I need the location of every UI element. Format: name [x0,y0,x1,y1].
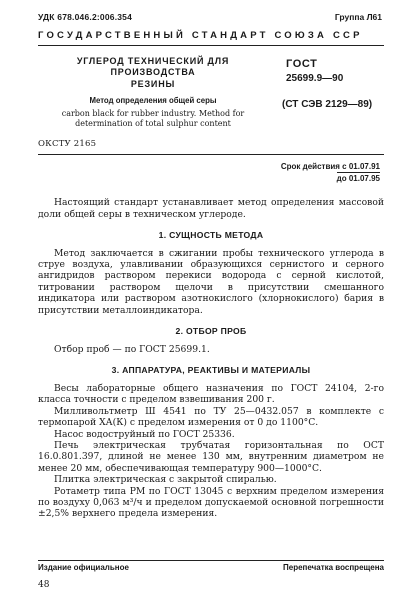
group-code: Группа Л61 [334,12,382,22]
section-3-paragraph-6: Ротаметр типа РМ по ГОСТ 13045 с верхним пределом измерения по воздуху 0,063 м³/ч и пределом допускаемой основной погрешности ±2,5% верхнего предела измерения. [38,485,384,520]
gost-number: 25699.9—90 [286,73,344,85]
section-2-heading: 2. ОТБОР ПРОБ [175,326,247,337]
section-3-heading: 3. АППАРАТУРА, РЕАКТИВЫ И МАТЕРИАЛЫ [111,365,311,376]
title-block [38,56,268,129]
section-2-text: Отбор проб — по ГОСТ 25699.1. [54,343,210,355]
title-line-1: УГЛЕРОД ТЕХНИЧЕСКИЙ ДЛЯ ПРОИЗВОДСТВА [76,55,230,78]
okstu-code: ОКСТУ 2165 [38,139,97,150]
standard-heading [38,56,384,129]
gost-label: ГОСТ [286,57,318,70]
title-english [38,109,268,128]
reprint-prohibited-note: Перепечатка воспрещена [283,563,384,572]
section-3-paragraph-1: Весы лабораторные общего назначения по ГОСТ 24104, 2-го класса точности с пределом взвешивания 200 г. [38,382,384,406]
validity-period [38,162,384,184]
method-subtitle: Метод определения общей серы [89,95,217,105]
sev-reference: (СТ СЭВ 2129—89) [282,98,373,110]
page-footer [38,560,384,573]
standard-number-block [268,56,384,129]
intro-paragraph: Настоящий стандарт устанавливает метод определения массовой доли общей серы в техническом углероде. [38,197,384,220]
validity-to: до 01.07.95 [336,174,380,184]
section-1-text: Метод заключается в сжигании пробы технического углерода в струе воздуха, улавливании образующихся сернистого и серного ангидридов раствором перекиси водорода с серной кислотой, титровании раствором щелочи в присутствии смешанного индикатора или раствором азотнокислого (хлорнокислого) бария в присутствии металлоиндикатора. [38,247,384,316]
section-3-paragraph-3: Насос водоструйный по ГОСТ 25336. [54,428,235,440]
official-edition-note: Издание официальное [38,563,129,572]
validity-from: Срок действия с 01.07.91 [280,162,380,172]
top-row [38,10,384,23]
title-en-line-1: carbon black for rubber industry. Method for [61,109,245,119]
divider [38,154,384,155]
udk-code: УДК 678.046.2:006.354 [38,12,133,22]
state-standard-banner: ГОСУДАРСТВЕННЫЙ СТАНДАРТ СОЮЗА ССР [38,30,384,46]
title-en-line-2: determination of total sulphur content [75,118,231,128]
page-number: 48 [38,580,50,590]
section-3-paragraph-5: Плитка электрическая с закрытой спиралью. [54,474,277,486]
title-russian [38,56,268,91]
section-1-heading: 1. СУЩНОСТЬ МЕТОДА [158,229,264,240]
title-line-2: РЕЗИНЫ [130,78,176,89]
section-3-paragraph-2: Милливольтметр Ш 4541 по ТУ 25—0432.057 в комплекте с термопарой ХА(К) с пределом измерения от 0 до 1100°С. [38,405,384,429]
section-3-paragraph-4: Печь электрическая трубчатая горизонтальная по ОСТ 16.0.801.397, длиной не менее 130 мм, внутренним диаметром не менее 20 мм, обеспечивающая температуру 900—1000°С. [38,440,384,474]
